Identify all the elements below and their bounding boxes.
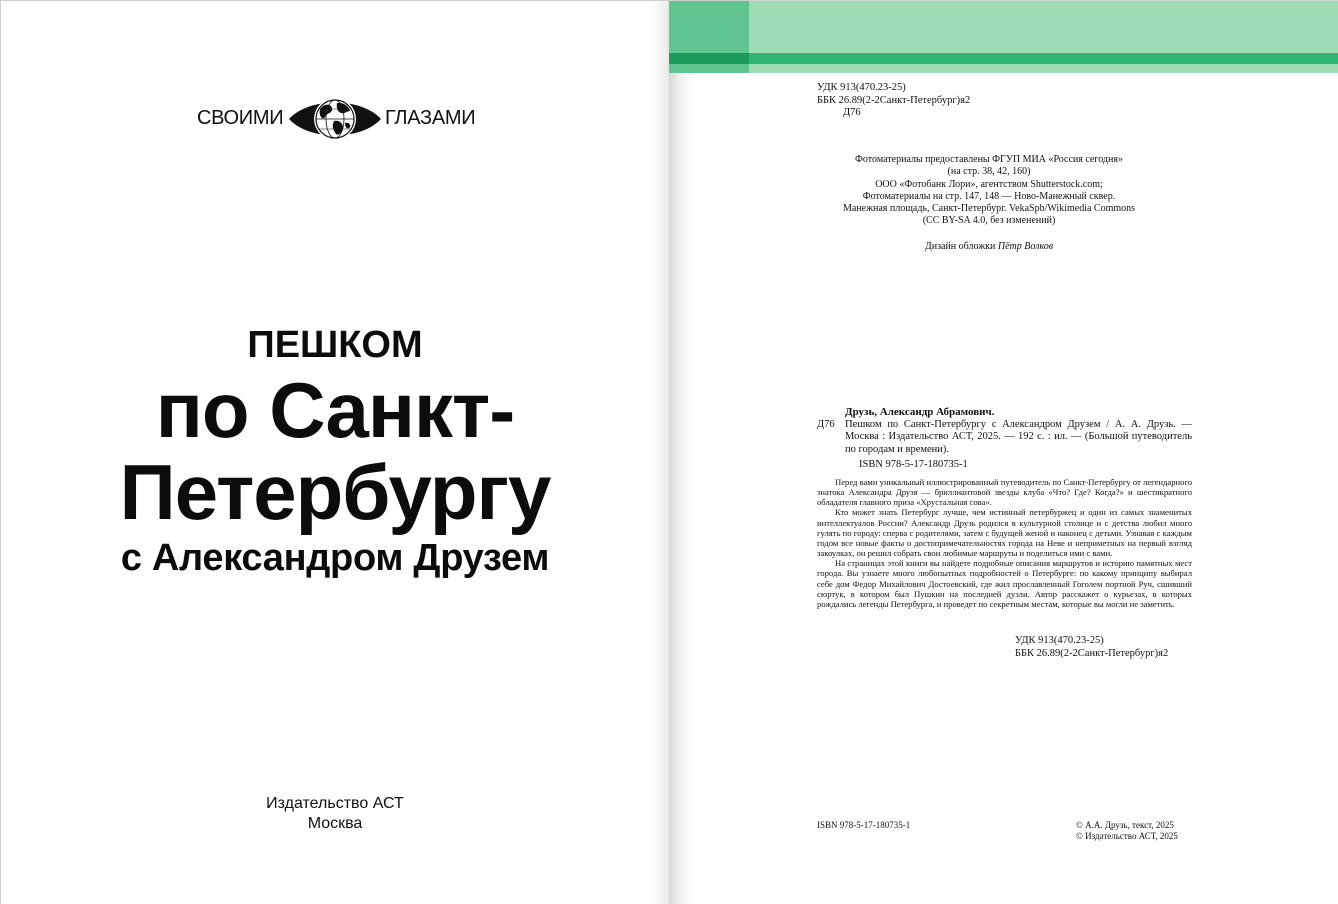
designer-name: Пётр Волков — [997, 240, 1054, 252]
entry-code: Д76 — [817, 419, 835, 430]
credit-line: Манежная площадь, Санкт-Петербург. VekaSpb/Wikimedia Commons — [842, 203, 1136, 215]
eye-globe-icon — [287, 91, 383, 147]
udk-line: УДК 913(470.23-25) — [817, 82, 906, 93]
logo-left-word: СВОИМИ — [197, 107, 284, 129]
credit-line: Фотоматериалы на стр. 147, 148 — Ново-Манежный сквер. — [862, 190, 1116, 202]
abstract-paragraph: На страницах этой книги вы найдете подробные описания маршрутов и историю памятных мест города. Вы узнаете много любопытных подробностей о Петербурге: по какому принципу выбирал себе дом Федор Михайлович Достоевский, где жил прославленный Гоголем портной Руч, сшивший сюртук, в котором был Пушкин на последней дуэли. Автор расскажет о курьезах, в которых рождались легенды Петербурга, и проведет по секретным местам, которые вы могли не заметить. — [817, 558, 1192, 609]
book-title — [1, 323, 669, 581]
copyright-block — [1076, 820, 1178, 841]
credit-line: (CC BY-SA 4.0, без изменений) — [922, 215, 1056, 227]
copyright-text: © А.А. Друзь, текст, 2025 — [1076, 820, 1174, 830]
author-code: Д76 — [843, 107, 861, 118]
entry-author: Друзь, Александр Абрамович. — [845, 406, 995, 418]
header-band-accent — [669, 64, 749, 73]
classification-block — [817, 82, 970, 120]
credit-line: ООО «Фотобанк Лори», агентством Shutterstock.com; — [875, 178, 1103, 190]
title-line-4: с Александром Друзем — [120, 537, 550, 579]
design-label: Дизайн обложки — [924, 240, 996, 252]
credit-line: Фотоматериалы предоставлены ФГУП МИА «Россия сегодня» — [855, 154, 1123, 165]
header-stripe — [669, 53, 1338, 64]
publisher-block — [1, 794, 669, 834]
header-bar-accent — [669, 1, 749, 53]
credit-line: (на стр. 38, 42, 160) — [947, 166, 1031, 178]
series-logo — [197, 91, 497, 147]
abstract-paragraph: Перед вами уникальный иллюстрированный путеводитель по Санкт-Петербургу от легендарного знатока Александра Друзя — бриллиантовой звезды клуба «Что? Где? Когда?» и шестикратного обладателя главного приза «Хрустальная сова». — [817, 477, 1192, 508]
classification-bottom — [1015, 635, 1168, 660]
header-stripe-accent — [669, 53, 749, 64]
bbk-line: ББК 26.89(2-2Санкт-Петербург)я2 — [817, 94, 971, 106]
gutter-shadow-right — [669, 1, 695, 904]
footer-isbn: ISBN 978-5-17-180735-1 — [817, 820, 911, 830]
bbk-bottom-line: ББК 26.89(2-2Санкт-Петербург)я2 — [1015, 647, 1169, 659]
logo-right-word: ГЛАЗАМИ — [385, 107, 476, 129]
photo-credits — [789, 154, 1189, 253]
entry-description: Пешком по Санкт-Петербургу с Александром Друзем / А. А. Друзь. — Москва : Издательство АСТ, 2025. — 192 с. : ил. — (Большой путеводитель по городам и времени). — [845, 419, 1192, 455]
copyright-page — [669, 1, 1338, 904]
udk-bottom-line: УДК 913(470.23-25) — [1015, 635, 1104, 646]
publisher-city: Москва — [307, 815, 363, 832]
title-line-3: Петербургу — [119, 448, 551, 536]
publisher-name: Издательство АСТ — [266, 795, 404, 812]
cover-design-credit — [789, 241, 1189, 253]
entry-isbn: ISBN 978-5-17-180735-1 — [859, 459, 968, 470]
abstract-paragraph: Кто может знать Петербург лучше, чем истинный петербуржец и один из самых знаменитых интеллектуалов России? Александр Друзь родился в культурной столице и с детства любил много гулять по городу: сперва с родителями, затем с будущей женой и наконец с детьми. Узнавая с каждым годом все новые факты о достопримечательностях города на Неве и неприметных на первый взгляд закоулках, он решил собрать свои любимые маршруты и поделиться ими с вами. — [817, 507, 1192, 559]
title-line-2: по Санкт- — [155, 366, 515, 454]
copyright-publisher: © Издательство АСТ, 2025 — [1076, 830, 1178, 841]
header-bar — [669, 1, 1338, 53]
book-abstract — [817, 477, 1192, 609]
header-band — [669, 64, 1338, 73]
title-line-1: ПЕШКОМ — [247, 324, 423, 366]
title-page — [1, 1, 669, 904]
